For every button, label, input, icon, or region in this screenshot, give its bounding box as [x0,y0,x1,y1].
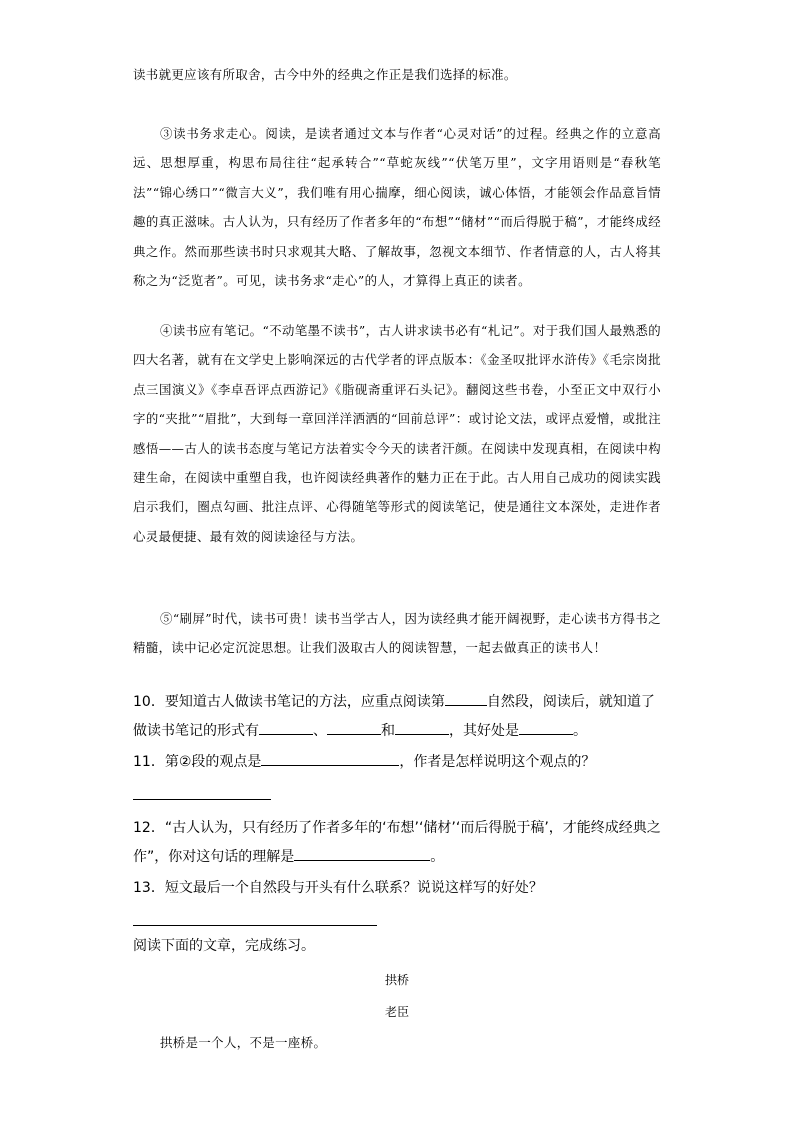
question-13: 13．短文最后一个自然段与开头有什么联系？说说这样写的好处？ [133,880,543,896]
q10-blank-form-2[interactable] [327,733,381,735]
passage-paragraph-4: ④读书应有笔记。“不动笔墨不读书”，古人讲求读书必有“札记”。对于我们国人最熟悉的四大名著，就有在文学史上影响深远的古代学者的评点版本：《金圣叹批评水浒传》《毛宗岗批点三国演义》《李卓吾评点西游记》《脂砚斋重评石头记》。翻阅这些书卷，小至正文中双行小字的“夹批”“眉批”，大到每一章回洋洋洒洒的“回前总评”：或讨论文法，或评点爱憎，或批注感悟——古人的读书态度与笔记方法着实令今天的读者汗颜。在阅读中发现真相，在阅读中构建生命，在阅读中重塑自我，也许阅读经典著作的魅力正在于此。古人用自己成功的阅读实践启示我们，圈点勾画、批注点评、心得随笔等形式的阅读笔记，使是通往文本深处，走进作者心灵最便捷、最有效的阅读途径与方法。 [133,323,661,544]
q12-blank-understanding[interactable] [294,859,430,861]
article-author: 老臣 [384,1005,409,1019]
passage-paragraph-2-tail: 读书就更应该有所取舍，古今中外的经典之作正是我们选择的标准。 [133,67,517,82]
q13-answer-line[interactable] [133,925,377,926]
reading-instruction: 阅读下面的文章，完成练习。 [133,938,315,954]
q10-blank-benefit[interactable] [519,733,573,735]
q11-blank-viewpoint[interactable] [261,764,399,766]
q10-blank-form-3[interactable] [395,733,449,735]
article-title: 拱桥 [384,973,409,987]
question-10: 10．要知道古人做读书笔记的方法，应重点阅读第 自然段，阅读后，就知道了做读书笔记的形式有 、 和 ，其好处是 。 [133,694,655,739]
article-first-line: 拱桥是一个人，不是一座桥。 [160,1035,327,1050]
passage-paragraph-5: ⑤“刷屏”时代，读书可贵！读书当学古人，因为读经典才能开阔视野，走心读书方得书之精髓，读中记必定沉淀思想。让我们汲取古人的阅读智慧，一起去做真正的读书人！ [133,611,661,656]
question-11: 11．第②段的观点是 ，作者是怎样说明这个观点的？ [133,754,596,770]
q10-blank-paragraph[interactable] [445,704,487,706]
question-12: 12．“古人认为，只有经历了作者多年的‘布想’‘储材’‘而后得脱于稿’，才能终成经典之作”，你对这句话的理解是 。 [133,820,661,865]
q11-answer-line[interactable] [133,799,271,800]
q10-blank-form-1[interactable] [259,733,313,735]
passage-paragraph-3: ③读书务求走心。阅读，是读者通过文本与作者“心灵对话”的过程。经典之作的立意高远、思想厚重，构思布局往往“起承转合”“草蛇灰线”“伏笔万里”，文字用语则是“春秋笔法”“锦心绣口”“微言大义”，我们唯有用心揣摩，细心阅读，诚心体悟，才能领会作品意旨情趣的真正滋味。古人认为，只有经历了作者多年的“布想”“储材”“而后得脱于稿”，才能终成经典之作。然而那些读书时只求观其大略、了解故事，忽视文本细节、作者情意的人，古人将其称之为“泛览者”。可见，读书务求“走心”的人，才算得上真正的读者。 [133,126,661,289]
